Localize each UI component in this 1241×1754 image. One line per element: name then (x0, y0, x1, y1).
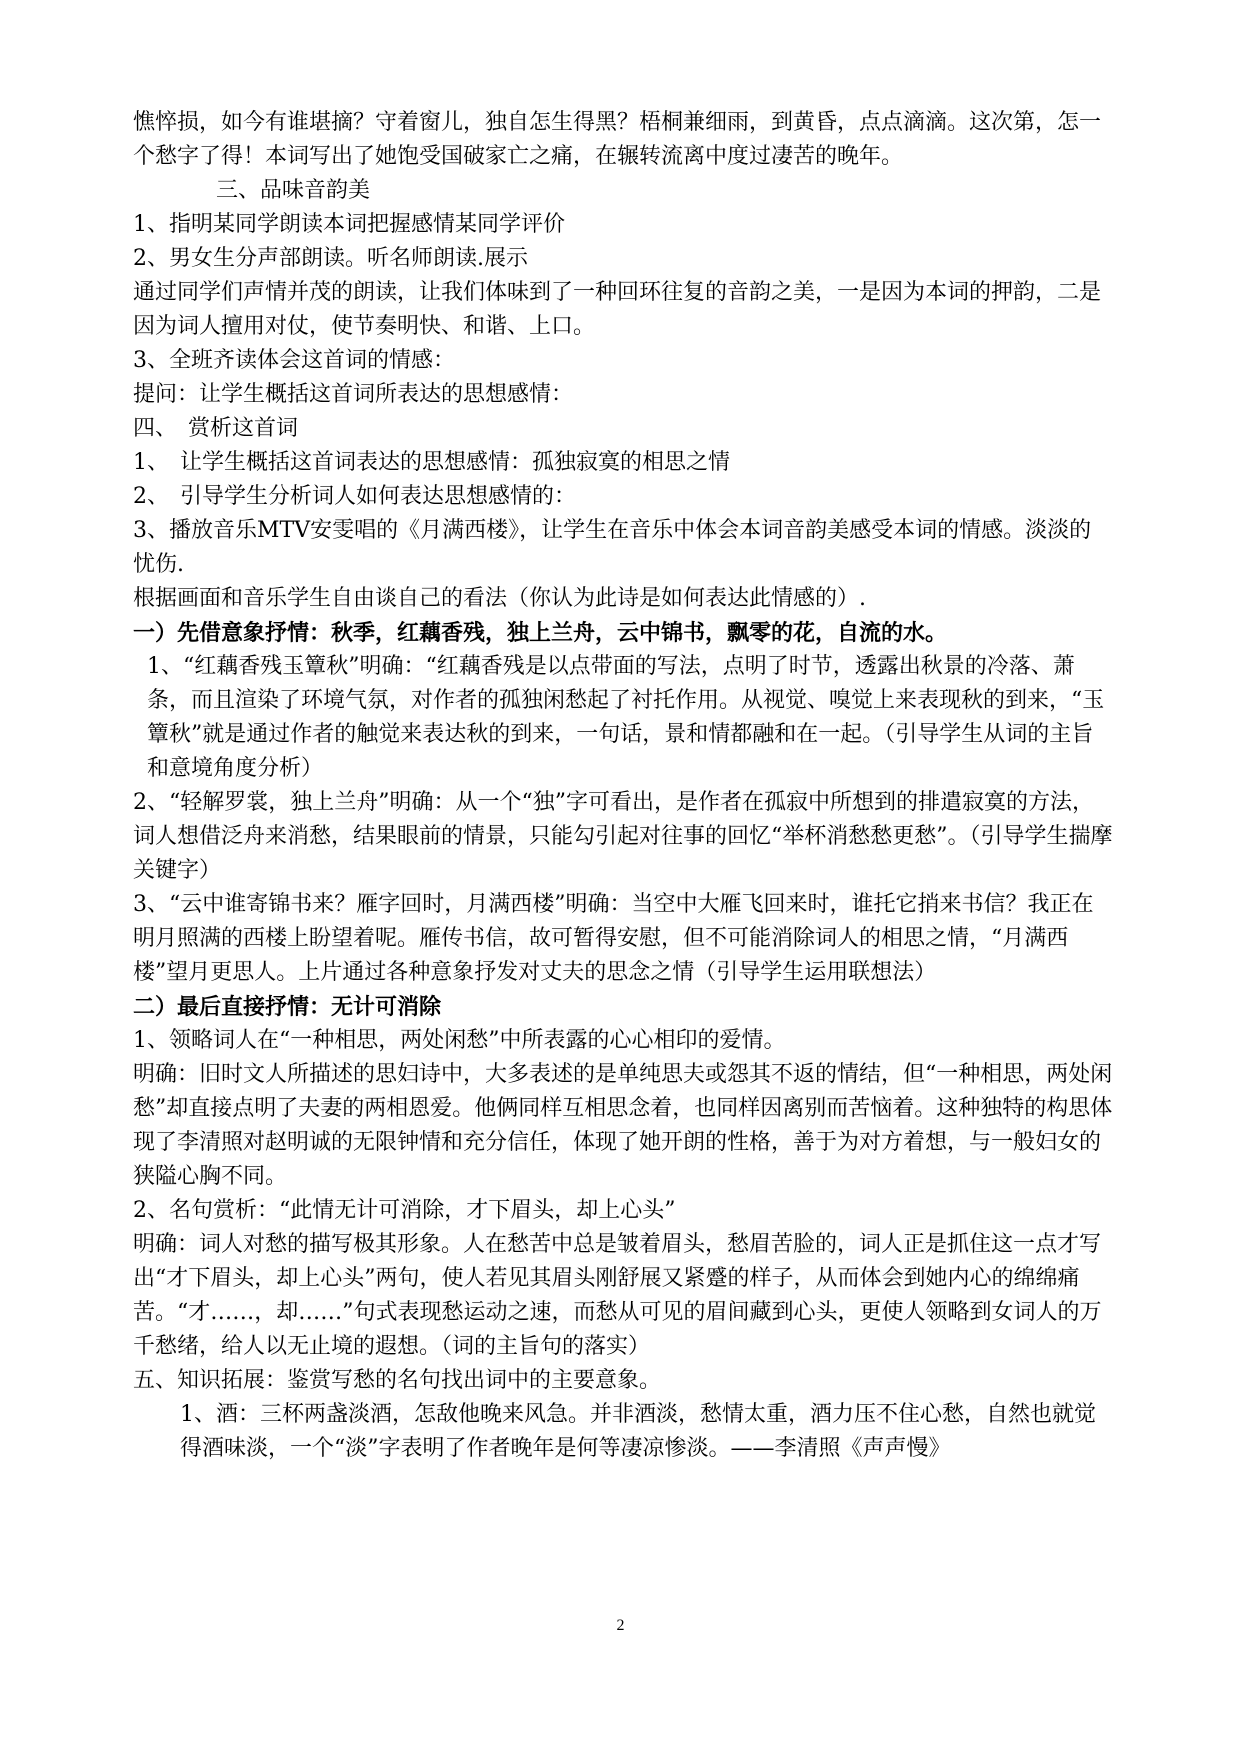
paragraph-7: 提问：让学生概括这首词所表达的思想感情： (133, 382, 574, 407)
paragraph-20: 2、名句赏析：“此情无计可消除，才下眉头，却上心头” (133, 1198, 676, 1223)
paragraph-12: 根据画面和音乐学生自由谈自己的看法（你认为此诗是如何表达此情感的）. (133, 586, 866, 611)
paragraph-23: 1、酒：三杯两盏淡酒，怎敌他晚来风急。并非酒淡，愁情太重，酒力压不住心愁，自然也就觉得酒味淡，一个“淡”字表明了作者晚年是何等凄凉惨淡。——李清照《声声慢》 (180, 1402, 1097, 1461)
paragraph-10: 2、 引导学生分析词人如何表达思想感情的： (133, 484, 576, 509)
page-number: 2 (616, 1617, 625, 1634)
paragraph-14: 1、“红藕香残玉簟秋”明确：“红藕香残是以点带面的写法，点明了时节，透露出秋景的冷落、萧条，而且渲染了环境气氛，对作者的孤独闲愁起了衬托作用。从视觉、嗅觉上来表现秋的到来，“玉簟秋”就是通过作者的触觉来表达秋的到来，一句话，景和情都融和在一起。（引导学生从词的主旨和意境角度分析） (147, 654, 1105, 781)
paragraph-4: 2、男女生分声部朗读。听名师朗读.展示 (133, 246, 528, 271)
paragraph-19: 明确：旧时文人所描述的思妇诗中，大多表述的是单纯思夫或怨其不返的情结，但“一种相思，两处闲愁”却直接点明了夫妻的两相恩爱。他俩同样互相思念着，也同样因离别而苦恼着。这种独特的构思体现了李清照对赵明诚的无限钟情和充分信任，体现了她开朗的性格，善于为对方着想，与一般妇女的狭隘心胸不同。 (133, 1062, 1113, 1189)
section-heading-4: 四、 赏析这首词 (133, 416, 299, 441)
paragraph-9: 1、 让学生概括这首词表达的思想感情：孤独寂寞的相思之情 (133, 450, 730, 475)
paragraph-11: 3、播放音乐MTV安雯唱的《月满西楼》，让学生在音乐中体会本词音韵美感受本词的情感。淡淡的忧伤. (133, 518, 1092, 577)
paragraph-15: 2、“轻解罗裳，独上兰舟”明确：从一个“独”字可看出，是作者在孤寂中所想到的排遣寂寞的方法，词人想借泛舟来消愁，结果眼前的情景，只能勾引起对往事的回忆“举杯消愁愁更愁”。（引导学生揣摩关键字） (133, 790, 1113, 883)
bold-heading-2: 二）最后直接抒情：无计可消除 (133, 994, 442, 1020)
paragraph-16: 3、“云中谁寄锦书来？雁字回时，月满西楼”明确：当空中大雁飞回来时，谁托它捎来书信？我正在明月照满的西楼上盼望着呢。雁传书信，故可暂得安慰，但不可能消除词人的相思之情，“月满西楼”望月更思人。上片通过各种意象抒发对丈夫的思念之情（引导学生运用联想法） (133, 892, 1094, 985)
bold-heading-1: 一）先借意象抒情：秋季，红藕香残，独上兰舟，云中锦书，飘零的花，自流的水。 (133, 620, 948, 646)
paragraph-6: 3、全班齐读体会这首词的情感： (133, 348, 455, 373)
paragraph-1: 憔悴损，如今有谁堪摘？守着窗儿，独自怎生得黑？梧桐兼细雨，到黄昏，点点滴滴。这次第，怎一个愁字了得！本词写出了她饱受国破家亡之痛，在辗转流离中度过凄苦的晚年。 (133, 110, 1102, 169)
section-heading-3: 三、品味音韵美 (216, 178, 371, 203)
paragraph-21: 明确：词人对愁的描写极其形象。人在愁苦中总是皱着眉头，愁眉苦脸的，词人正是抓住这一点才写出“才下眉头，却上心头”两句，使人若见其眉头刚舒展又紧蹙的样子，从而体会到她内心的绵绵痛苦。“才……，却……”句式表现愁运动之速，而愁从可见的眉间藏到心头，更使人领略到女词人的万千愁绪，给人以无止境的遐想。（词的主旨句的落实） (133, 1232, 1102, 1359)
document-body (133, 106, 1113, 1466)
paragraph-18: 1、领略词人在“一种相思，两处闲愁”中所表露的心心相印的爱情。 (133, 1028, 786, 1053)
paragraph-3: 1、指明某同学朗读本词把握感情某同学评价 (133, 212, 565, 237)
paragraph-5: 通过同学们声情并茂的朗读，让我们体味到了一种回环往复的音韵之美，一是因为本词的押韵，二是因为词人擅用对仗，使节奏明快、和谐、上口。 (133, 280, 1102, 339)
section-heading-5: 五、知识拓展：鉴赏写愁的名句找出词中的主要意象。 (133, 1368, 662, 1393)
